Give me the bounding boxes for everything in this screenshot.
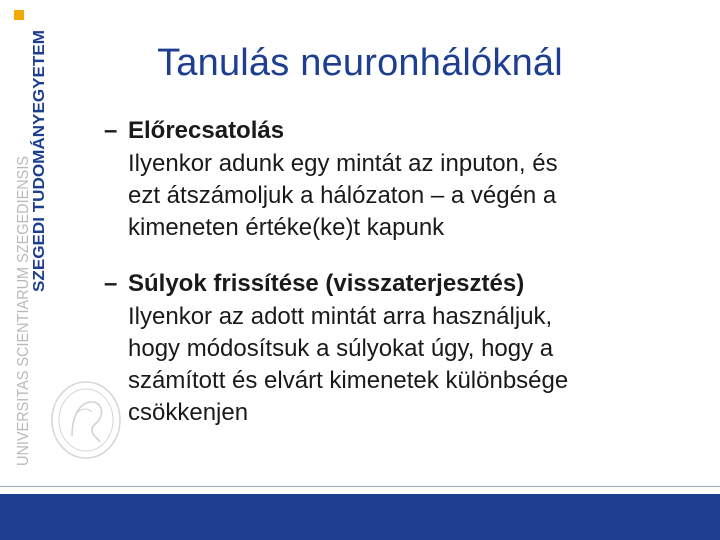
bullet-heading: Súlyok frissítése (visszaterjesztés) <box>128 270 525 297</box>
footer-divider <box>0 486 720 487</box>
bullet-dash: – <box>104 117 118 144</box>
logo-text-hungarian: SZEGEDI TUDOMÁNYEGYETEM <box>31 54 48 292</box>
slide-content <box>104 116 704 429</box>
bullet-dash: – <box>104 270 118 297</box>
bullet-heading: Előrecsatolás <box>128 117 285 144</box>
bullet-body: Ilyenkor adunk egy mintát az inputon, és ezt átszámoljuk a hálózaton – a végén a kimeneten értéke(ke)t kapunk <box>128 150 558 241</box>
bullet-body: Ilyenkor az adott mintát arra használjuk, hogy módosítsuk a súlyokat úgy, hogy a számított és elvárt kimenetek különbsége csökkenjen <box>128 303 569 426</box>
slide-title: Tanulás neuronhálóknál <box>157 42 563 84</box>
bullet-heading-row <box>104 116 704 146</box>
footer-bar <box>0 494 720 540</box>
bullet-heading-row <box>104 269 704 299</box>
logo-text-latin: UNIVERSITAS SCIENTIARUM SZEGEDIENSIS <box>15 133 32 466</box>
bullet-section <box>104 116 704 244</box>
bullet-section <box>104 269 704 429</box>
